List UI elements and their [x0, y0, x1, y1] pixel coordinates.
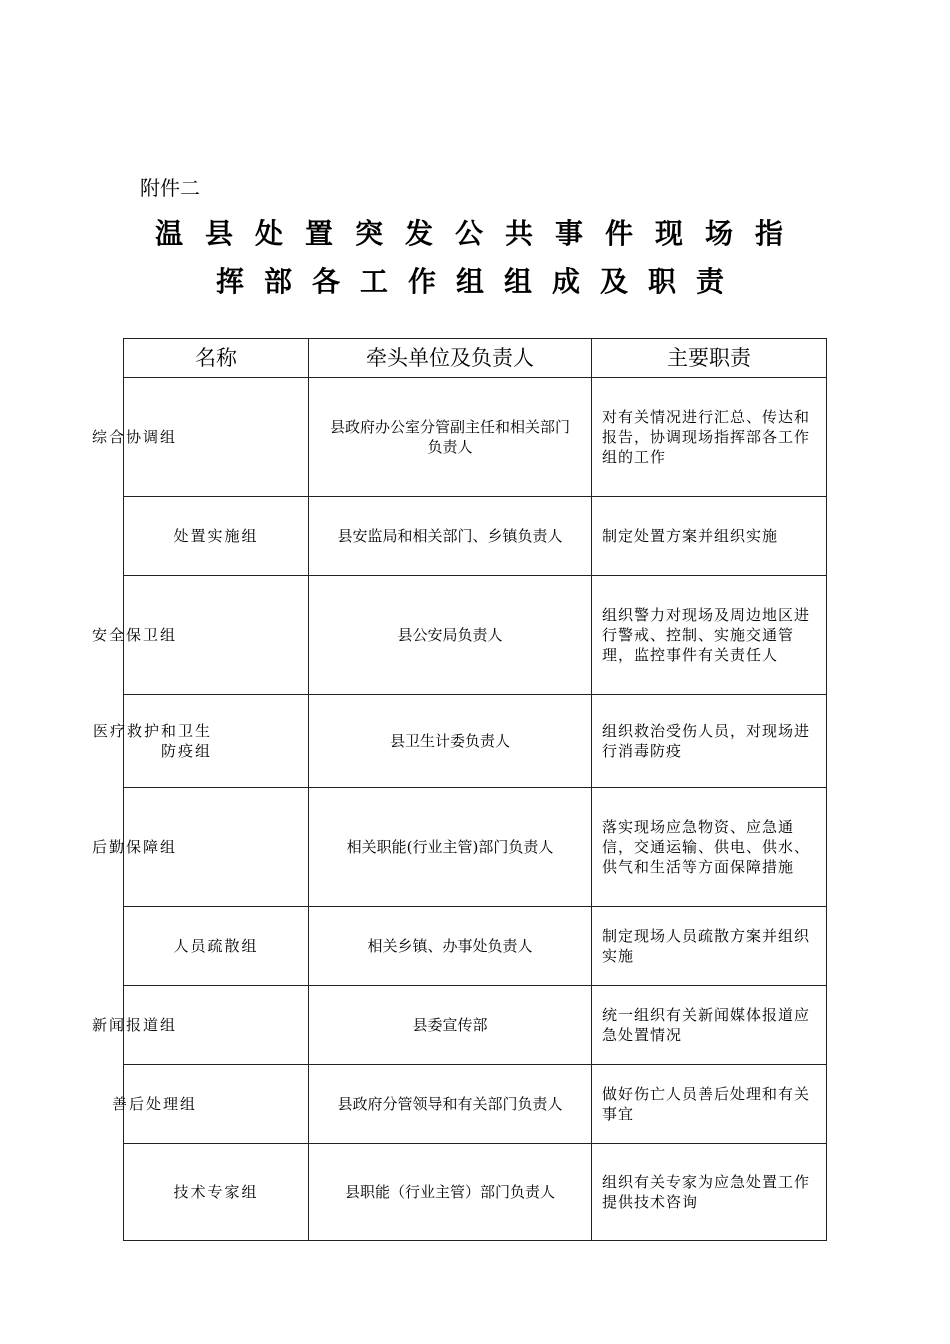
table-row — [124, 1065, 827, 1144]
group-duty: 做好伤亡人员善后处理和有关事宜 — [592, 1065, 827, 1144]
group-name-cell — [92, 986, 309, 1065]
group-lead: 县卫生计委负责人 — [309, 695, 592, 788]
column-header-name: 名称 — [124, 339, 309, 378]
group-lead: 县政府分管领导和有关部门负责人 — [309, 1065, 592, 1144]
working-groups-table — [92, 338, 827, 1241]
group-lead: 相关乡镇、办事处负责人 — [309, 907, 592, 986]
group-name-cell — [92, 378, 309, 497]
group-duty: 统一组织有关新闻媒体报道应急处置情况 — [592, 986, 827, 1065]
group-name: 医疗救护和卫生防疫组 — [92, 722, 212, 760]
group-name: 技术专家组 — [173, 1183, 259, 1201]
group-name-cell — [92, 788, 309, 907]
table-row — [124, 497, 827, 576]
table-row — [124, 1144, 827, 1241]
group-duty: 落实现场应急物资、应急通信，交通运输、供电、供水、供气和生活等方面保障措施 — [592, 788, 827, 907]
group-lead: 县职能（行业主管）部门负责人 — [309, 1144, 592, 1241]
table-row — [124, 378, 827, 497]
group-duty: 组织警力对现场及周边地区进行警戒、控制、实施交通管理，监控事件有关责任人 — [592, 576, 827, 695]
group-name: 善后处理组 — [112, 1095, 198, 1113]
group-name: 处置实施组 — [173, 527, 259, 545]
group-lead: 县公安局负责人 — [309, 576, 592, 695]
table-header-row — [124, 339, 827, 378]
group-name-cell — [92, 695, 309, 788]
group-duty: 制定现场人员疏散方案并组织实施 — [592, 907, 827, 986]
column-header-duty: 主要职责 — [592, 339, 827, 378]
group-name: 人员疏散组 — [173, 937, 259, 955]
group-lead: 相关职能(行业主管)部门负责人 — [309, 788, 592, 907]
group-duty: 组织有关专家为应急处置工作提供技术咨询 — [592, 1144, 827, 1241]
group-duty: 制定处置方案并组织实施 — [592, 497, 827, 576]
group-name: 安全保卫组 — [92, 626, 178, 644]
group-duty: 组织救治受伤人员，对现场进行消毒防疫 — [592, 695, 827, 788]
group-name-cell — [124, 1144, 309, 1241]
table-row — [124, 907, 827, 986]
table-row — [124, 986, 827, 1065]
column-header-lead: 牵头单位及负责人 — [309, 339, 592, 378]
group-name-cell — [124, 497, 309, 576]
group-duty: 对有关情况进行汇总、传达和报告，协调现场指挥部各工作组的工作 — [592, 378, 827, 497]
group-lead: 县政府办公室分管副主任和相关部门负责人 — [309, 378, 592, 497]
group-name-cell — [124, 907, 309, 986]
table-row — [124, 788, 827, 907]
group-name-cell — [92, 576, 309, 695]
table-row — [124, 576, 827, 695]
attachment-label: 附件二 — [140, 176, 200, 200]
document-title-line-2: 挥部各工作组组成及职责 — [215, 265, 744, 298]
group-lead: 县安监局和相关部门、乡镇负责人 — [309, 497, 592, 576]
group-lead: 县委宣传部 — [309, 986, 592, 1065]
group-name: 后勤保障组 — [92, 838, 178, 856]
group-name: 综合协调组 — [92, 428, 178, 446]
group-name-cell — [112, 1065, 309, 1144]
table-row — [124, 695, 827, 788]
document-title-line-1: 温县处置突发公共事件现场指 — [154, 217, 805, 250]
group-name: 新闻报道组 — [92, 1016, 178, 1034]
